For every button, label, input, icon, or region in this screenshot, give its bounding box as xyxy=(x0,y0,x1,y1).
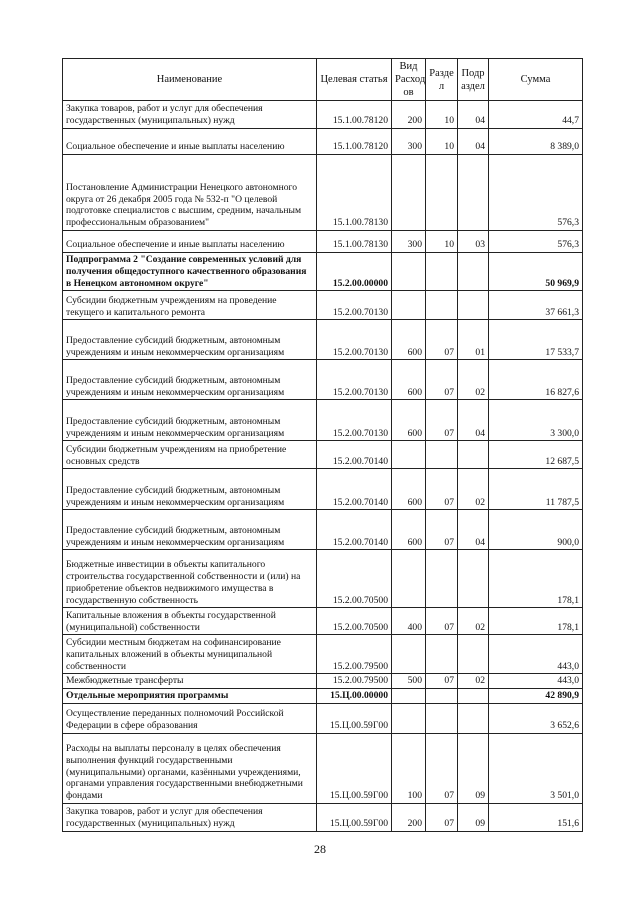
table-row xyxy=(63,674,583,689)
cell-podrazdel: 09 xyxy=(458,733,489,803)
cell-target: 15.Ц.00.59Г00 xyxy=(317,703,392,733)
header-razdel: Разде л xyxy=(426,59,458,101)
cell-vid: 600 xyxy=(392,469,426,510)
cell-podrazdel xyxy=(458,689,489,704)
cell-razdel xyxy=(426,635,458,674)
table-row xyxy=(63,469,583,510)
cell-razdel: 07 xyxy=(426,510,458,550)
cell-name: Постановление Администрации Ненецкого автономного округа от 26 декабря 2005 года № 532-п "О целевой подготовке специалистов с высшим, средним, начальным профессиональным образованием" xyxy=(63,155,317,231)
cell-razdel: 07 xyxy=(426,469,458,510)
table-row xyxy=(63,400,583,441)
cell-vid: 300 xyxy=(392,129,426,155)
cell-name: Предоставление субсидий бюджетным, автономным учреждениям и иным некоммерческим организациям xyxy=(63,469,317,510)
budget-table xyxy=(62,58,583,832)
cell-podrazdel: 01 xyxy=(458,320,489,360)
cell-target: 15.2.00.70130 xyxy=(317,291,392,320)
cell-razdel xyxy=(426,291,458,320)
table-row xyxy=(63,803,583,831)
cell-summa: 178,1 xyxy=(489,550,583,608)
cell-summa: 3 501,0 xyxy=(489,733,583,803)
cell-summa: 443,0 xyxy=(489,674,583,689)
table-row xyxy=(63,550,583,608)
cell-vid xyxy=(392,291,426,320)
cell-target: 15.1.00.78120 xyxy=(317,101,392,129)
cell-name: Расходы на выплаты персоналу в целях обеспечения выполнения функций государственными (муниципальными) органами, казёнными учреждениями, органами управления государственными внебюджетными фондами xyxy=(63,733,317,803)
table-row xyxy=(63,441,583,469)
cell-summa: 3 300,0 xyxy=(489,400,583,441)
cell-target: 15.2.00.70130 xyxy=(317,320,392,360)
cell-name: Социальное обеспечение и иные выплаты населению xyxy=(63,231,317,253)
cell-target: 15.2.00.70130 xyxy=(317,400,392,441)
cell-vid xyxy=(392,155,426,231)
table-row xyxy=(63,129,583,155)
cell-razdel: 07 xyxy=(426,733,458,803)
table-row xyxy=(63,291,583,320)
cell-vid: 600 xyxy=(392,400,426,441)
cell-target: 15.2.00.79500 xyxy=(317,635,392,674)
table-body xyxy=(63,101,583,832)
cell-summa: 50 969,9 xyxy=(489,253,583,291)
cell-razdel xyxy=(426,253,458,291)
cell-razdel: 10 xyxy=(426,231,458,253)
cell-podrazdel: 04 xyxy=(458,510,489,550)
cell-summa: 576,3 xyxy=(489,231,583,253)
cell-summa: 576,3 xyxy=(489,155,583,231)
cell-name: Закупка товаров, работ и услуг для обеспечения государственных (муниципальных) нужд xyxy=(63,803,317,831)
cell-summa: 16 827,6 xyxy=(489,360,583,400)
cell-summa: 11 787,5 xyxy=(489,469,583,510)
table-row xyxy=(63,253,583,291)
table-row xyxy=(63,101,583,129)
cell-podrazdel: 04 xyxy=(458,129,489,155)
cell-podrazdel: 02 xyxy=(458,360,489,400)
cell-name: Субсидии бюджетным учреждениям на проведение текущего и капитального ремонта xyxy=(63,291,317,320)
header-podrazdel: Подр аздел xyxy=(458,59,489,101)
cell-razdel xyxy=(426,155,458,231)
table-row xyxy=(63,231,583,253)
cell-name: Предоставление субсидий бюджетным, автономным учреждениям и иным некоммерческим организациям xyxy=(63,400,317,441)
cell-target: 15.2.00.70500 xyxy=(317,550,392,608)
cell-vid: 600 xyxy=(392,320,426,360)
cell-podrazdel xyxy=(458,253,489,291)
cell-target: 15.1.00.78130 xyxy=(317,155,392,231)
table-row xyxy=(63,155,583,231)
cell-razdel: 07 xyxy=(426,400,458,441)
cell-razdel: 10 xyxy=(426,129,458,155)
cell-target: 15.2.00.70130 xyxy=(317,360,392,400)
cell-podrazdel: 03 xyxy=(458,231,489,253)
cell-podrazdel: 02 xyxy=(458,469,489,510)
cell-podrazdel xyxy=(458,550,489,608)
cell-vid: 600 xyxy=(392,360,426,400)
table-row xyxy=(63,635,583,674)
cell-vid xyxy=(392,253,426,291)
cell-target: 15.2.00.79500 xyxy=(317,674,392,689)
cell-target: 15.2.00.70140 xyxy=(317,441,392,469)
cell-vid: 200 xyxy=(392,101,426,129)
cell-podrazdel xyxy=(458,155,489,231)
cell-razdel: 07 xyxy=(426,608,458,635)
cell-target: 15.Ц.00.00000 xyxy=(317,689,392,704)
header-name: Наименование xyxy=(63,59,317,101)
table-row xyxy=(63,320,583,360)
table-row xyxy=(63,608,583,635)
cell-name: Капитальные вложения в объекты государственной (муниципальной) собственности xyxy=(63,608,317,635)
table-row xyxy=(63,689,583,704)
header-summa: Сумма xyxy=(489,59,583,101)
cell-razdel: 10 xyxy=(426,101,458,129)
cell-vid xyxy=(392,441,426,469)
cell-name: Закупка товаров, работ и услуг для обеспечения государственных (муниципальных) нужд xyxy=(63,101,317,129)
cell-name: Субсидии бюджетным учреждениям на приобретение основных средств xyxy=(63,441,317,469)
cell-razdel xyxy=(426,550,458,608)
cell-podrazdel xyxy=(458,291,489,320)
cell-target: 15.1.00.78120 xyxy=(317,129,392,155)
cell-name: Предоставление субсидий бюджетным, автономным учреждениям и иным некоммерческим организациям xyxy=(63,360,317,400)
cell-summa: 900,0 xyxy=(489,510,583,550)
cell-razdel: 07 xyxy=(426,803,458,831)
cell-vid: 500 xyxy=(392,674,426,689)
header-target: Целевая статья xyxy=(317,59,392,101)
cell-vid: 600 xyxy=(392,510,426,550)
cell-name: Подпрограмма 2 "Создание современных условий для получения общедоступного качественного образования в Ненецком автономном округе" xyxy=(63,253,317,291)
cell-name: Социальное обеспечение и иные выплаты населению xyxy=(63,129,317,155)
cell-podrazdel xyxy=(458,703,489,733)
cell-razdel xyxy=(426,441,458,469)
cell-vid: 400 xyxy=(392,608,426,635)
cell-target: 15.Ц.00.59Г00 xyxy=(317,803,392,831)
cell-podrazdel: 02 xyxy=(458,674,489,689)
cell-name: Предоставление субсидий бюджетным, автономным учреждениям и иным некоммерческим организациям xyxy=(63,320,317,360)
table-row xyxy=(63,733,583,803)
cell-summa: 3 652,6 xyxy=(489,703,583,733)
cell-podrazdel xyxy=(458,441,489,469)
cell-summa: 37 661,3 xyxy=(489,291,583,320)
cell-vid: 300 xyxy=(392,231,426,253)
cell-summa: 12 687,5 xyxy=(489,441,583,469)
cell-razdel: 07 xyxy=(426,360,458,400)
header-vid: Вид Расход ов xyxy=(392,59,426,101)
cell-razdel: 07 xyxy=(426,320,458,360)
table-header-row xyxy=(63,59,583,101)
cell-vid xyxy=(392,703,426,733)
cell-target: 15.1.00.78130 xyxy=(317,231,392,253)
cell-summa: 8 389,0 xyxy=(489,129,583,155)
cell-name: Бюджетные инвестиции в объекты капитального строительства государственной собственности и (или) на приобретение объектов недвижимого имущества в государственную собственность xyxy=(63,550,317,608)
cell-summa: 443,0 xyxy=(489,635,583,674)
cell-name: Субсидии местным бюджетам на софинансирование капитальных вложений в объекты муниципальной собственности xyxy=(63,635,317,674)
cell-razdel xyxy=(426,703,458,733)
cell-target: 15.2.00.70500 xyxy=(317,608,392,635)
cell-summa: 151,6 xyxy=(489,803,583,831)
cell-target: 15.2.00.70140 xyxy=(317,510,392,550)
cell-podrazdel: 04 xyxy=(458,400,489,441)
cell-razdel: 07 xyxy=(426,674,458,689)
cell-target: 15.Ц.00.59Г00 xyxy=(317,733,392,803)
cell-name: Отдельные мероприятия программы xyxy=(63,689,317,704)
cell-summa: 178,1 xyxy=(489,608,583,635)
cell-podrazdel: 09 xyxy=(458,803,489,831)
cell-podrazdel: 02 xyxy=(458,608,489,635)
cell-name: Межбюджетные трансферты xyxy=(63,674,317,689)
table-row xyxy=(63,360,583,400)
page-number: 28 xyxy=(314,842,326,856)
cell-podrazdel xyxy=(458,635,489,674)
cell-name: Осуществление переданных полномочий Российской Федерации в сфере образования xyxy=(63,703,317,733)
cell-razdel xyxy=(426,689,458,704)
cell-summa: 44,7 xyxy=(489,101,583,129)
cell-vid: 200 xyxy=(392,803,426,831)
cell-vid: 100 xyxy=(392,733,426,803)
cell-summa: 17 533,7 xyxy=(489,320,583,360)
table-row xyxy=(63,703,583,733)
cell-summa: 42 890,9 xyxy=(489,689,583,704)
cell-name: Предоставление субсидий бюджетным, автономным учреждениям и иным некоммерческим организациям xyxy=(63,510,317,550)
cell-target: 15.2.00.70140 xyxy=(317,469,392,510)
table-row xyxy=(63,510,583,550)
cell-vid xyxy=(392,635,426,674)
cell-vid xyxy=(392,689,426,704)
cell-podrazdel: 04 xyxy=(458,101,489,129)
cell-vid xyxy=(392,550,426,608)
cell-target: 15.2.00.00000 xyxy=(317,253,392,291)
